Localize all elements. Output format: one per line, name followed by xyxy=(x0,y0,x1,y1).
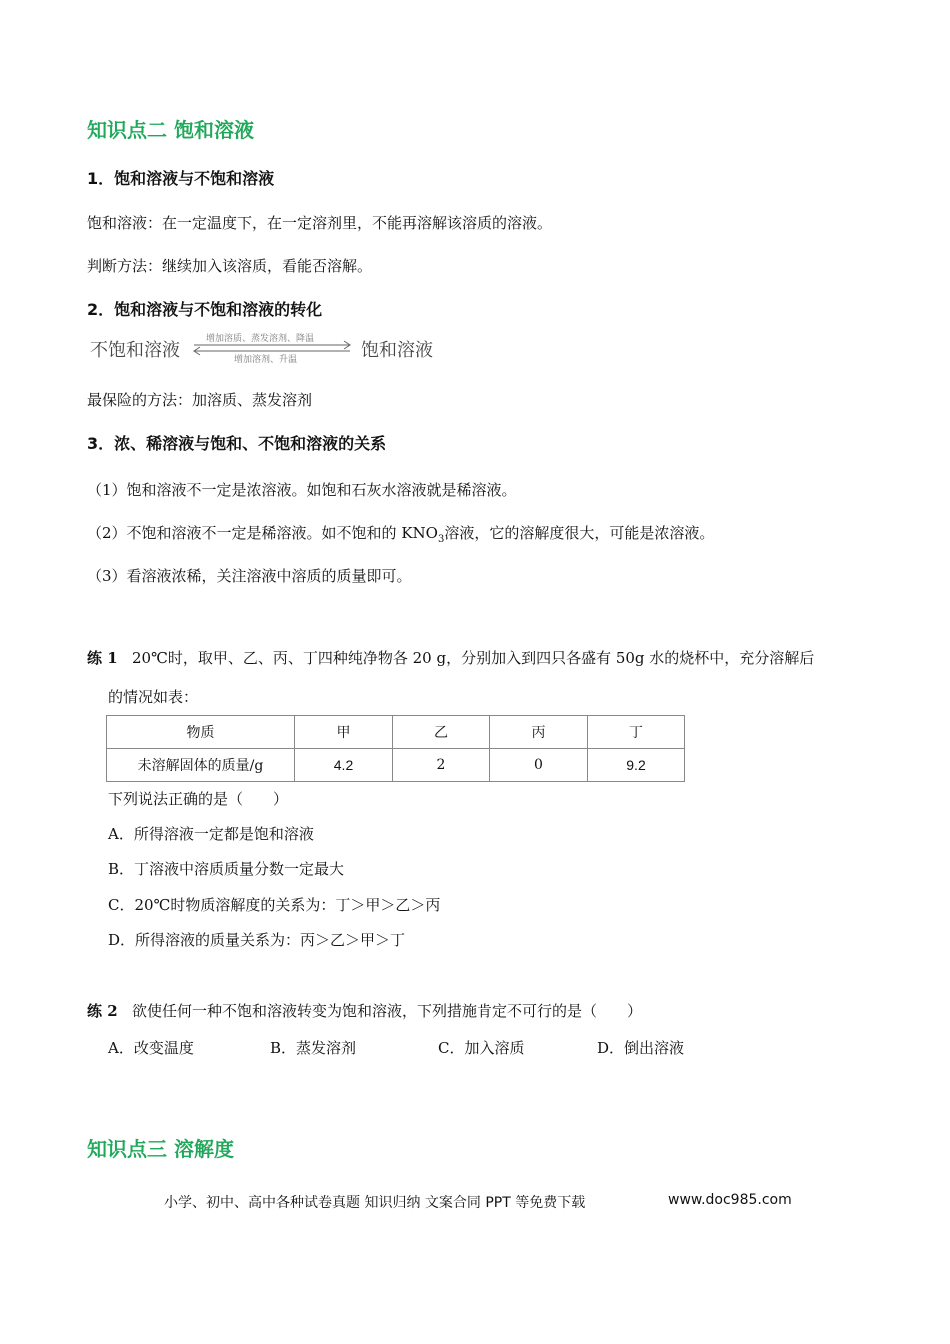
footer-text: 小学、初中、高中各种试卷真题 知识归纳 文案合同 PPT 等免费下载 xyxy=(164,1195,586,1211)
method-paragraph: 判断方法：继续加入该溶质，看能否溶解。 xyxy=(87,257,373,275)
exercise-2-label: 练 2 xyxy=(87,1002,118,1020)
table-cell: 乙 xyxy=(393,716,490,749)
subsection-title-1: 1．饱和溶液与不饱和溶液 xyxy=(87,169,275,188)
point-2: （2）不饱和溶液不一定是稀溶液。如不饱和的 $KNO_3$溶液，它的溶解度很大，可能是浓溶液。 xyxy=(87,524,715,545)
definition-paragraph: 饱和溶液：在一定温度下，在一定溶剂里，不能再溶解该溶质的溶液。 xyxy=(87,214,553,232)
saturated-label: 饱和溶液 xyxy=(361,340,433,361)
footer-link[interactable]: www.doc985.com xyxy=(668,1192,792,1208)
table-row xyxy=(107,749,685,782)
solubility-table xyxy=(106,715,685,782)
table-cell: 0 xyxy=(490,749,588,782)
table-cell: 甲 xyxy=(295,716,393,749)
option-a: A．所得溶液一定都是饱和溶液 xyxy=(108,825,314,843)
table-cell: 丁 xyxy=(588,716,685,749)
option-c: C．20℃时物质溶解度的关系为：丁＞甲＞乙＞丙 xyxy=(108,896,441,914)
subsection-title-2: 2．饱和溶液与不饱和溶液的转化 xyxy=(87,300,323,319)
table-cell: 未溶解固体的质量/g xyxy=(107,749,295,782)
option-a: A．改变温度 xyxy=(108,1039,194,1057)
table-cell: 物质 xyxy=(107,716,295,749)
table-cell: 4.2 xyxy=(295,749,393,782)
table-cell: 9.2 xyxy=(588,749,685,782)
exercise-2-stem: 练 2 欲使任何一种不饱和溶液转变为饱和溶液，下列措施肯定不可行的是（ ） xyxy=(87,1002,642,1020)
exercise-1-question: 下列说法正确的是（ ） xyxy=(108,790,289,808)
option-d: D．所得溶液的质量关系为：丙＞乙＞甲＞丁 xyxy=(108,931,406,949)
point-1: （1）饱和溶液不一定是浓溶液。如饱和石灰水溶液就是稀溶液。 xyxy=(87,481,517,499)
table-cell: 2 xyxy=(393,749,490,782)
unsaturated-label: 不饱和溶液 xyxy=(90,340,180,361)
option-b: B．丁溶液中溶质质量分数一定最大 xyxy=(108,860,345,878)
safest-method-paragraph: 最保险的方法：加溶质、蒸发溶剂 xyxy=(87,391,313,409)
section-heading: 知识点二 饱和溶液 xyxy=(87,118,254,142)
exercise-1-stem-cont: 的情况如表： xyxy=(108,688,199,706)
option-d: D．倒出溶液 xyxy=(597,1039,685,1057)
table-cell: 丙 xyxy=(490,716,588,749)
exercise-1-label: 练 1 xyxy=(87,649,118,667)
subsection-title-3: 3．浓、稀溶液与饱和、不饱和溶液的关系 xyxy=(87,434,387,453)
section-heading: 知识点三 溶解度 xyxy=(87,1137,234,1161)
forward-condition-label: 增加溶质、蒸发溶剂、降温 xyxy=(206,334,315,344)
option-c: C．加入溶质 xyxy=(438,1039,525,1057)
reverse-condition-label: 增加溶剂、升温 xyxy=(234,355,298,365)
table-header-row xyxy=(107,716,685,749)
exercise-1-stem: 练 1 20℃时，取甲、乙、丙、丁四种纯净物各 20 g，分别加入到四只各盛有 50g 水的烧杯中，充分溶解后 xyxy=(87,649,815,667)
point-3: （3）看溶液浓稀，关注溶液中溶质的质量即可。 xyxy=(87,567,412,585)
option-b: B．蒸发溶剂 xyxy=(270,1039,357,1057)
